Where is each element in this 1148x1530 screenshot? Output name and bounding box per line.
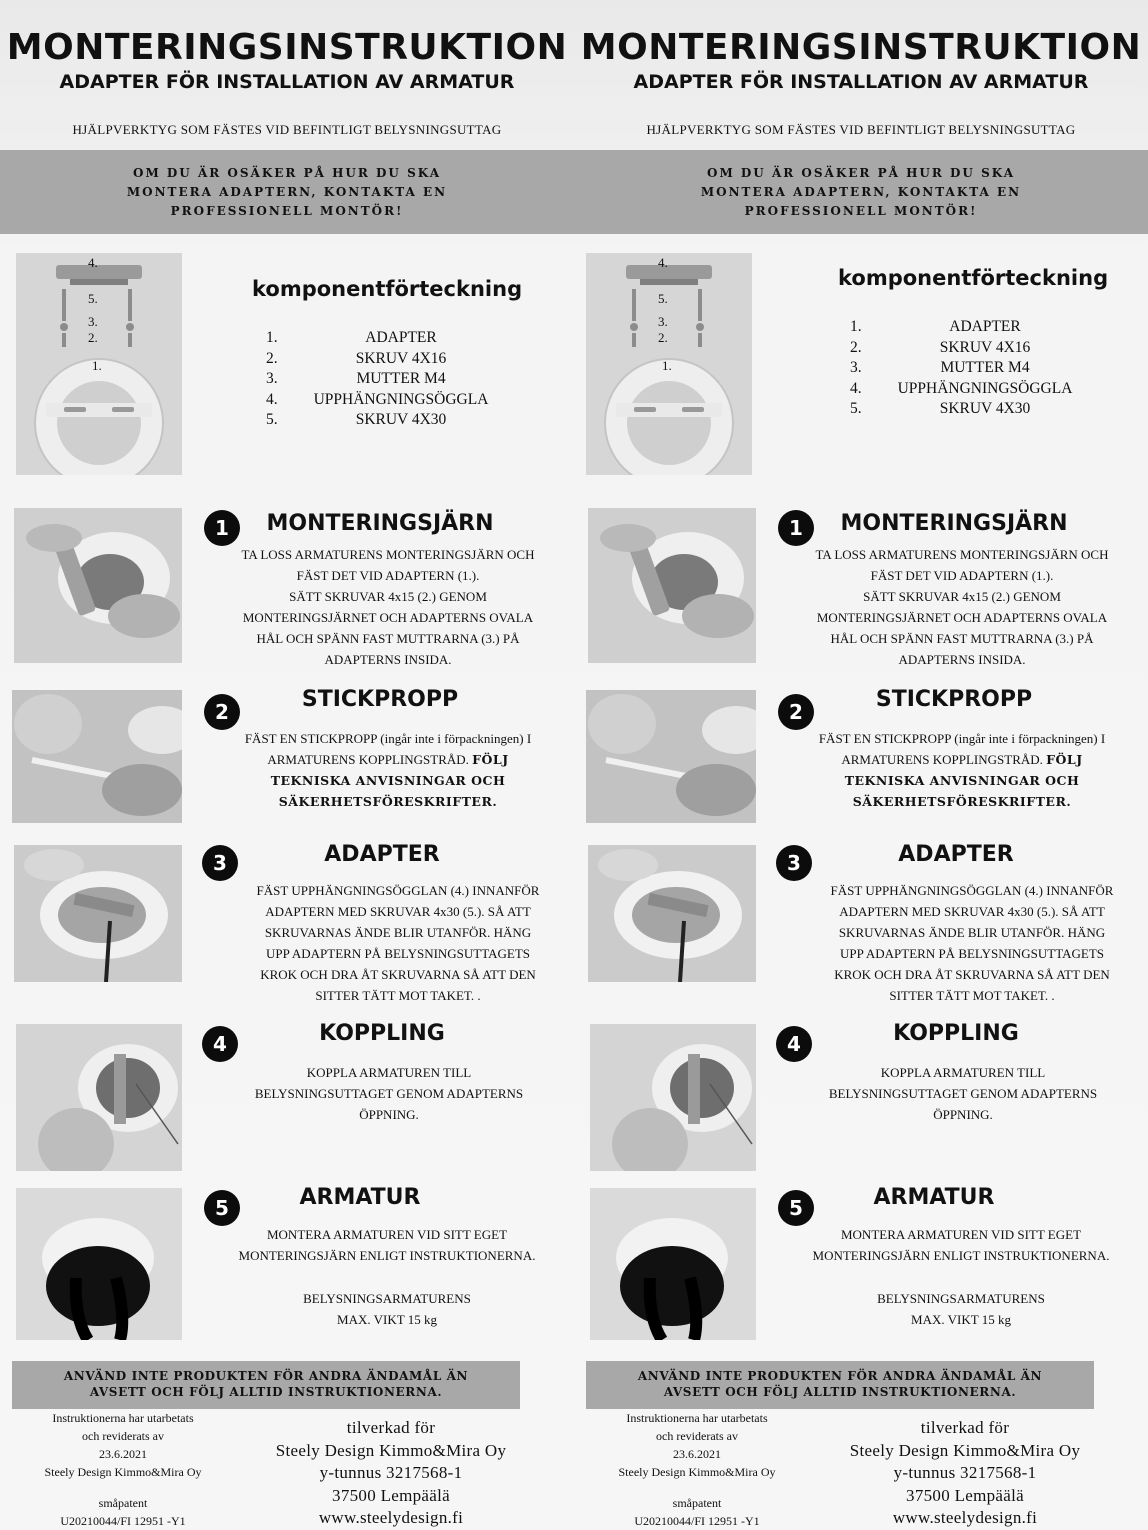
helper-text: HJÄLPVERKTYG SOM FÄSTES VID BEFINTLIGT BELYSNINGSUTTAG (646, 122, 1076, 137)
page-title: MONTERINGSINSTRUKTION (6, 27, 568, 68)
step-body: FÄST EN STICKPROPP (ingår inte i förpackningen) I ARMATURENS KOPPLINGSTRÅD. FÖLJ TEKNISKA ANVISNINGAR OCH SÄKERHETSFÖRESKRIFTER. (244, 731, 532, 809)
warning-line: MONTERA ADAPTERN, KONTAKTA EN (700, 185, 1022, 199)
warning-line: PROFESSIONELL MONTÖR! (744, 204, 978, 218)
warning-line: MONTERA ADAPTERN, KONTAKTA EN (126, 185, 448, 199)
step-3-photo (14, 845, 182, 982)
photo-label: 1. (92, 358, 102, 373)
step-title: KOPPLING (319, 1021, 445, 1046)
photo-label: 2. (658, 330, 668, 345)
step-title: ADAPTER (324, 842, 440, 867)
photo-label: 3. (658, 314, 668, 329)
footer-warning-banner: ANVÄND INTE PRODUKTEN FÖR ANDRA ÄNDAMÅL ÄN AVSETT OCH FÖLJ ALLTID INSTRUKTIONERNA. (12, 1361, 520, 1409)
step-number-badge: 2 (204, 694, 240, 730)
step-body: TA LOSS ARMATURENS MONTERINGSJÄRN OCH FÄST DET VID ADAPTERN (1.). SÄTT SKRUVAR 4x15 (2.) GENOM MONTERINGSJÄRNET OCH ADAPTERNS OVALA HÅL OCH SPÄNN FAST MUTTRARNA (3.) PÅ ADAPTERNS INSIDA. (241, 547, 535, 667)
warning-line: OM DU ÄR OSÄKER PÅ HUR DU SKA (132, 166, 441, 180)
step-5-photo (590, 1188, 756, 1340)
photo-label: 4. (88, 255, 98, 270)
step-number-badge: 2 (778, 694, 814, 730)
step-title: MONTERINGSJÄRN (840, 511, 1068, 536)
step-body: MONTERA ARMATUREN VID SITT EGET MONTERINGSJÄRN ENLIGT INSTRUKTIONERNA. BELYSNINGSARMATURENS MAX. VIKT 15 kg (812, 1227, 1110, 1327)
photo-label: 1. (662, 358, 672, 373)
list-item: 5. SKRUV 4X30 (850, 400, 1031, 417)
list-item: 4. UPPHÄNGNINGSÖGGLA (850, 379, 1073, 397)
helper-text: HJÄLPVERKTYG SOM FÄSTES VID BEFINTLIGT BELYSNINGSUTTAG (72, 122, 502, 137)
step-title: ADAPTER (898, 842, 1014, 867)
step-number-badge: 1 (778, 510, 814, 546)
page-subtitle: ADAPTER FÖR INSTALLATION AV ARMATUR (633, 71, 1089, 93)
list-item: 2. SKRUV 4X16 (850, 338, 1031, 356)
step-number-badge: 3 (202, 845, 238, 881)
step-title: STICKPROPP (875, 687, 1033, 712)
step-number-badge: 5 (204, 1190, 240, 1226)
warning-banner (0, 150, 574, 234)
components-photo (16, 253, 182, 475)
step-body: FÄST EN STICKPROPP (ingår inte i förpackningen) I ARMATURENS KOPPLINGSTRÅD. FÖLJ TEKNISKA ANVISNINGAR OCH SÄKERHETSFÖRESKRIFTER. (818, 731, 1106, 809)
step-4-photo (590, 1024, 756, 1171)
step-number-badge: 3 (776, 845, 812, 881)
step-2-photo (586, 690, 756, 823)
revision-info: Instruktionerna har utarbetats och reviderats av 23.6.2021 Steely Design Kimmo&Mira Oy (44, 1411, 202, 1479)
page-title: MONTERINGSINSTRUKTION (580, 27, 1142, 68)
step-title: MONTERINGSJÄRN (266, 511, 494, 536)
list-item: 3. MUTTER M4 (266, 370, 446, 387)
photo-label: 4. (658, 255, 668, 270)
step-number-badge: 5 (778, 1190, 814, 1226)
list-item: 5. SKRUV 4X30 (266, 411, 447, 428)
photo-label: 5. (658, 291, 668, 306)
photo-label: 2. (88, 330, 98, 345)
warning-banner (574, 150, 1148, 234)
manufacturer-info: tilverkad för Steely Design Kimmo&Mira Oy y-tunnus 3217568-1 37500 Lempäälä www.steelydesign.fi (275, 1418, 507, 1527)
photo-label: 5. (88, 291, 98, 306)
step-5-photo (16, 1188, 182, 1340)
list-item: 3. MUTTER M4 (850, 359, 1030, 376)
step-body: FÄST UPPHÄNGNINGSÖGGLAN (4.) INNANFÖR ADAPTERN MED SKRUVAR 4x30 (5.). SÅ ATT SKRUVARNAS ÄNDE BLIR UTANFÖR. HÄNG UPP ADAPTERN PÅ BELYSNINGSUTTAGETS KROK OCH DRA ÅT SKRUVARNA SÅ ATT DEN SITTER TÄTT MOT TAKET. . (256, 883, 540, 1003)
step-number-badge: 4 (202, 1026, 238, 1062)
step-body: FÄST UPPHÄNGNINGSÖGGLAN (4.) INNANFÖR ADAPTERN MED SKRUVAR 4x30 (5.). SÅ ATT SKRUVARNAS ÄNDE BLIR UTANFÖR. HÄNG UPP ADAPTERN PÅ BELYSNINGSUTTAGETS KROK OCH DRA ÅT SKRUVARNA SÅ ATT DEN SITTER TÄTT MOT TAKET. . (830, 883, 1114, 1003)
warning-line: PROFESSIONELL MONTÖR! (170, 204, 404, 218)
step-3-photo (588, 845, 756, 982)
list-item: 2. SKRUV 4X16 (266, 349, 447, 367)
step-number-badge: 1 (204, 510, 240, 546)
step-title: KOPPLING (893, 1021, 1019, 1046)
step-title: STICKPROPP (301, 687, 459, 712)
photo-label: 3. (88, 314, 98, 329)
manufacturer-info: tilverkad för Steely Design Kimmo&Mira Oy y-tunnus 3217568-1 37500 Lempäälä www.steelydesign.fi (849, 1418, 1081, 1527)
list-item: 1. ADAPTER (266, 329, 437, 346)
footer-warning-banner: ANVÄND INTE PRODUKTEN FÖR ANDRA ÄNDAMÅL ÄN AVSETT OCH FÖLJ ALLTID INSTRUKTIONERNA. (586, 1361, 1094, 1409)
components-title: komponentförteckning (252, 277, 523, 301)
step-body: KOPPLA ARMATUREN TILL BELYSNINGSUTTAGET GENOM ADAPTERNS ÖPPNING. (828, 1065, 1098, 1122)
page-subtitle: ADAPTER FÖR INSTALLATION AV ARMATUR (59, 71, 515, 93)
step-title: ARMATUR (299, 1185, 421, 1210)
step-body: TA LOSS ARMATURENS MONTERINGSJÄRN OCH FÄST DET VID ADAPTERN (1.). SÄTT SKRUVAR 4x15 (2.) GENOM MONTERINGSJÄRNET OCH ADAPTERNS OVALA HÅL OCH SPÄNN FAST MUTTRARNA (3.) PÅ ADAPTERNS INSIDA. (815, 547, 1109, 667)
step-number-badge: 4 (776, 1026, 812, 1062)
step-title: ARMATUR (873, 1185, 995, 1210)
step-4-photo (16, 1024, 182, 1171)
step-body: MONTERA ARMATUREN VID SITT EGET MONTERINGSJÄRN ENLIGT INSTRUKTIONERNA. BELYSNINGSARMATURENS MAX. VIKT 15 kg (238, 1227, 536, 1327)
components-photo (586, 253, 752, 475)
revision-info: Instruktionerna har utarbetats och reviderats av 23.6.2021 Steely Design Kimmo&Mira Oy (618, 1411, 776, 1479)
step-1-photo (14, 508, 182, 663)
components-list (266, 328, 516, 431)
patent-info: småpatent U20210044/FI 12951 -Y1 (634, 1496, 760, 1528)
step-1-photo (588, 508, 756, 663)
list-item: 4. UPPHÄNGNINGSÖGGLA (266, 390, 489, 408)
list-item: 1. ADAPTER (850, 318, 1021, 335)
components-title: komponentförteckning (838, 266, 1109, 290)
patent-info: småpatent U20210044/FI 12951 -Y1 (60, 1496, 186, 1528)
step-body: KOPPLA ARMATUREN TILL BELYSNINGSUTTAGET GENOM ADAPTERNS ÖPPNING. (254, 1065, 524, 1122)
instruction-sheet-right (574, 0, 1148, 1530)
components-list (850, 317, 1100, 420)
step-2-photo (12, 690, 182, 823)
warning-line: OM DU ÄR OSÄKER PÅ HUR DU SKA (706, 166, 1015, 180)
